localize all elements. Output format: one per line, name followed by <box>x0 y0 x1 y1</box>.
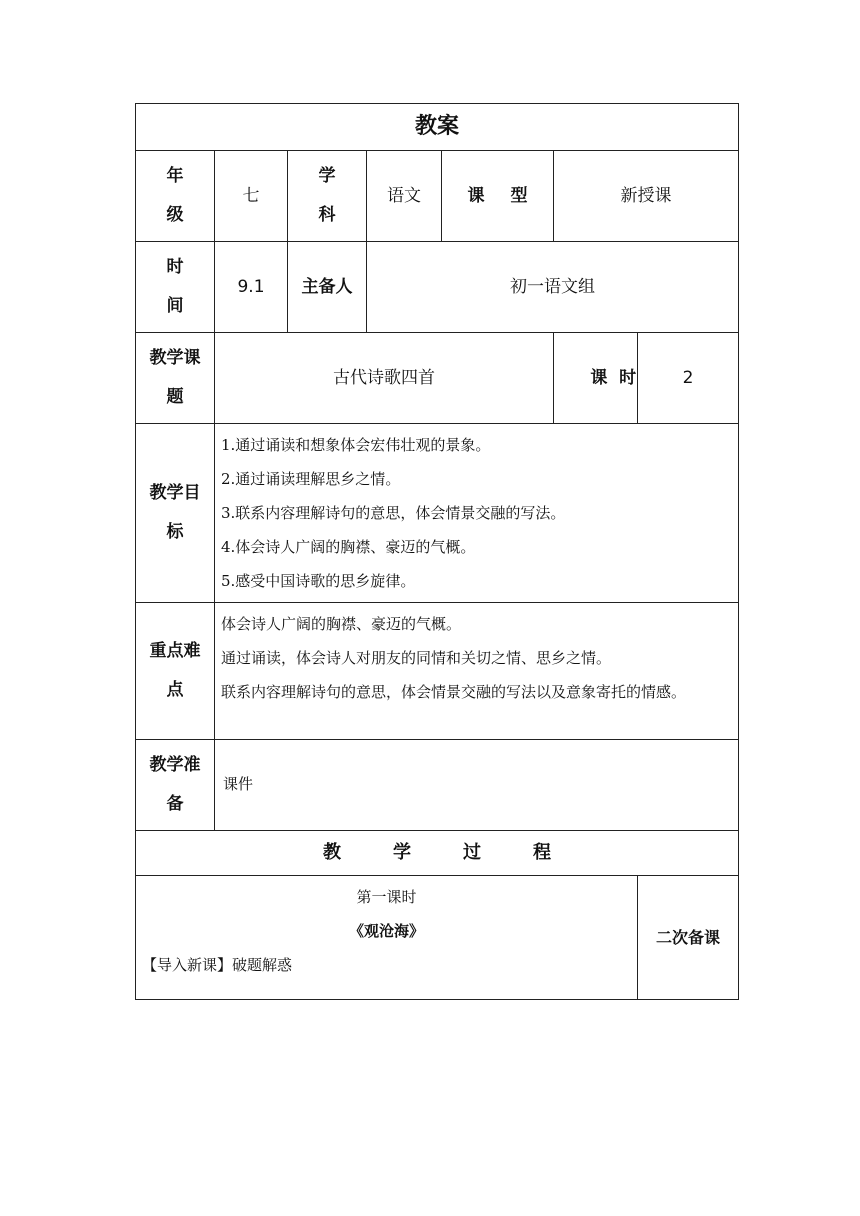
type-label-2: 型 <box>510 185 528 206</box>
goals-label-cell <box>136 424 215 603</box>
keypoints-label-2: 点 <box>166 680 184 700</box>
subject-value: 语文 <box>387 185 421 206</box>
title-text: 教案 <box>415 114 460 140</box>
goal-item: 5.感受中国诗歌的思乡旋律。 <box>221 572 416 590</box>
preparation-content-cell <box>215 740 739 831</box>
subject-label-2: 科 <box>318 205 336 225</box>
topic-label-cell <box>136 333 215 424</box>
subject-label-cell <box>288 151 367 242</box>
subject-value-cell <box>367 151 442 242</box>
process-header <box>136 831 739 876</box>
time-value-cell <box>215 242 288 333</box>
topic-value-cell <box>215 333 554 424</box>
goal-item: 2.通过诵读理解思乡之情。 <box>221 470 401 488</box>
grade-label-2: 级 <box>166 205 184 225</box>
keypoint-item: 通过诵读，体会诗人对朋友的同情和关切之情、思乡之情。 <box>221 649 612 667</box>
topic-label-2: 题 <box>166 387 184 407</box>
grade-label-cell <box>136 151 215 242</box>
keypoint-item: 体会诗人广阔的胸襟、豪迈的气概。 <box>221 615 462 633</box>
keypoints-label-1: 重点难 <box>149 641 201 662</box>
grade-value: 七 <box>242 185 260 206</box>
second-prep-cell <box>638 876 739 1000</box>
lesson-poem-title: 《观沧海》 <box>348 922 424 940</box>
goals-content-cell <box>215 424 739 603</box>
grade-value-cell <box>215 151 288 242</box>
time-label-2: 间 <box>166 296 184 316</box>
topic-value: 古代诗歌四首 <box>333 367 435 388</box>
lesson-content-cell <box>136 876 638 1000</box>
process-letter: 教 <box>323 841 342 863</box>
type-value-cell <box>554 151 739 242</box>
process-letter: 学 <box>393 841 412 863</box>
time-label-cell <box>136 242 215 333</box>
preparation-label-1: 教学准 <box>149 755 201 776</box>
grade-label-1: 年 <box>166 166 184 187</box>
preparer-label-cell <box>288 242 367 333</box>
preparation-value: 课件 <box>223 775 254 794</box>
goals-label-2: 标 <box>166 522 184 542</box>
lesson-period: 第一课时 <box>356 888 417 906</box>
preparer-value: 初一语文组 <box>510 276 596 297</box>
preparer-value-cell <box>367 242 739 333</box>
type-label-1: 课 <box>467 185 485 206</box>
type-value: 新授课 <box>620 185 672 206</box>
lesson-plan-table <box>135 103 739 1000</box>
subject-label-1: 学 <box>318 166 336 187</box>
type-label-cell <box>442 151 554 242</box>
period-value: 2 <box>682 367 694 388</box>
goal-item: 3.联系内容理解诗句的意思，体会情景交融的写法。 <box>221 504 566 522</box>
process-letter: 程 <box>533 841 552 863</box>
page-title <box>136 104 739 151</box>
time-value: 9.1 <box>237 276 265 297</box>
process-letter: 过 <box>463 841 482 863</box>
second-prep-label: 二次备课 <box>656 927 721 947</box>
goal-item: 1.通过诵读和想象体会宏伟壮观的景象。 <box>221 436 491 454</box>
time-label-1: 时 <box>166 257 184 278</box>
keypoints-content-cell <box>215 603 739 740</box>
lesson-intro: 【导入新课】破题解惑 <box>142 956 293 974</box>
period-label: 课 时 <box>590 367 637 388</box>
preparation-label-cell <box>136 740 215 831</box>
preparer-label: 主备人 <box>301 276 353 297</box>
topic-label-1: 教学课 <box>149 348 201 369</box>
keypoint-item: 联系内容理解诗句的意思，体会情景交融的写法以及意象寄托的情感。 <box>221 683 687 701</box>
goals-label-1: 教学目 <box>149 483 201 504</box>
goal-item: 4.体会诗人广阔的胸襟、豪迈的气概。 <box>221 538 476 556</box>
period-value-cell <box>638 333 739 424</box>
keypoints-label-cell <box>136 603 215 740</box>
period-label-cell <box>554 333 638 424</box>
preparation-label-2: 备 <box>166 794 184 814</box>
